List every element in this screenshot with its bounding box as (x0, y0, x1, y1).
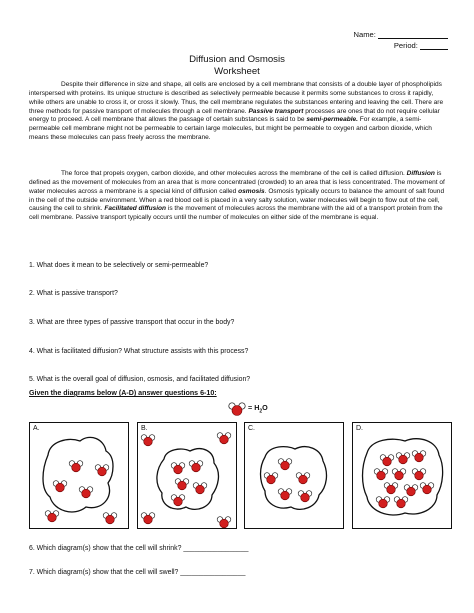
diagram-d-label: D. (356, 425, 363, 432)
water-molecule (175, 479, 189, 490)
legend-label (248, 403, 268, 414)
diagram-c (244, 422, 344, 529)
diagram-d (352, 422, 452, 529)
period-label: Period: (393, 41, 418, 50)
water-molecule (53, 481, 67, 492)
legend-tail: O (262, 403, 268, 413)
cell-b (138, 423, 238, 530)
diagram-b-label: B. (141, 425, 148, 432)
water-molecule (45, 511, 59, 522)
diagram-a-label: A. (33, 425, 40, 432)
water-molecule (103, 513, 117, 524)
water-molecule (376, 497, 390, 508)
water-molecule (392, 469, 406, 480)
period-blank[interactable] (420, 41, 448, 50)
water-molecule-icon (228, 402, 246, 416)
water-molecule (278, 489, 292, 500)
water-molecule (396, 453, 410, 464)
water-molecule (380, 455, 394, 466)
question-2: 2. What is passive transport? (29, 290, 118, 297)
diagrams-instruction: Given the diagrams below (A-D) answer questions 6-10: (29, 389, 217, 397)
water-molecule (141, 435, 155, 446)
para2-text-3: . Osmosis typically occurs to balance the amount of salt found in the cell of the outside environment. When a red blood cell is placed in a very salty solution, water molecules will begin to flow out of the cell, causing the cell to shrink. (29, 187, 445, 213)
cell-d (353, 423, 453, 530)
term-facilitated-diffusion: Facilitated diffusion (104, 205, 167, 213)
legend-sub: 2 (259, 408, 263, 415)
question-5: 5. What is the overall goal of diffusion, osmosis, and facilitated diffusion? (29, 376, 251, 383)
water-legend (228, 402, 268, 416)
legend-eq: = H (248, 403, 260, 413)
water-molecule (217, 517, 231, 528)
water-molecule (217, 433, 231, 444)
question-1: 1. What does it mean to be selectively or semi-permeable? (29, 262, 209, 269)
water-molecule (394, 497, 408, 508)
water-molecule (412, 469, 426, 480)
term-semi-permeable: semi-permeable. (306, 116, 358, 124)
name-field[interactable] (354, 30, 449, 39)
water-molecule (141, 513, 155, 524)
diffusion-paragraph (29, 170, 449, 223)
water-molecule (404, 485, 418, 496)
question-6: 6. Which diagram(s) show that the cell will shrink? _________________ (29, 545, 249, 552)
water-molecule (278, 459, 292, 470)
para2-text-2: is defined as the movement of molecules from an area that is more concentrated (crowded) to an area that is less concentrated. The movement of water molecules across a membrane is a special kind of diffusion called (29, 170, 445, 195)
water-molecule (79, 487, 93, 498)
water-molecule (412, 451, 426, 462)
para1-text-3: For example, a semi-permeable cell membrane might not be permeable to certain large molecules, but might be permeable to oxygen and carbon dioxide, which means these molecules can pass freely across the membrane. (29, 116, 432, 142)
para1-text-1: Despite their difference in size and shape, all cells are enclosed by a cell membrane that consists of a double layer of phospholipids interspersed with proteins. Its unique structure is described as selectively permeable because it permits some substances to cross it rapidly, while others are unable to cross it, or cross it slowly. Thus, the cell membrane regulates the substances entering and leaving the cell. There are three methods for passive transport of molecules through a cell membrane. (29, 81, 444, 115)
cell-c (245, 423, 345, 530)
period-field[interactable] (394, 41, 448, 50)
water-molecule (193, 483, 207, 494)
para2-text-1: The force that propels oxygen, carbon dioxide, and other molecules across the membrane of the cell is called diffusion. (61, 170, 407, 177)
water-molecule (374, 469, 388, 480)
name-blank[interactable] (378, 30, 448, 39)
question-4: 4. What is facilitated diffusion? What structure assists with this process? (29, 348, 249, 355)
diagram-b (137, 422, 237, 529)
water-molecule (420, 483, 434, 494)
water-molecule (171, 495, 185, 506)
name-label: Name: (353, 30, 376, 39)
para1-text-2: processes are ones that do not require cellular energy to proceed. A cell membrane that allows the passage of certain substances is said to be (29, 107, 440, 124)
intro-paragraph (29, 81, 449, 143)
diagram-c-label: C. (248, 425, 255, 432)
para2-text-4: is the movement of molecules across the membrane with the aid of a transport protein from the cell membrane. Passive transport typically occurs until the number of molecules on either side of the membrane is equal. (29, 205, 443, 222)
water-molecule (189, 461, 203, 472)
worksheet-title: Diffusion and Osmosis (189, 54, 285, 65)
diagram-a (29, 422, 129, 529)
water-molecule (384, 483, 398, 494)
cell-a (30, 423, 130, 530)
term-passive-transport: Passive transport (248, 107, 304, 115)
water-molecule (298, 491, 312, 502)
term-osmosis: osmosis (238, 187, 265, 195)
water-molecule (171, 463, 185, 474)
water-molecule (69, 461, 83, 472)
water-molecule (296, 473, 310, 484)
water-molecule (95, 465, 109, 476)
water-molecule (264, 473, 278, 484)
question-3: 3. What are three types of passive transport that occur in the body? (29, 319, 235, 326)
question-7: 7. Which diagram(s) show that the cell will swell? _________________ (29, 569, 246, 576)
term-diffusion: Diffusion (406, 170, 435, 177)
worksheet-subtitle: Worksheet (214, 66, 260, 77)
